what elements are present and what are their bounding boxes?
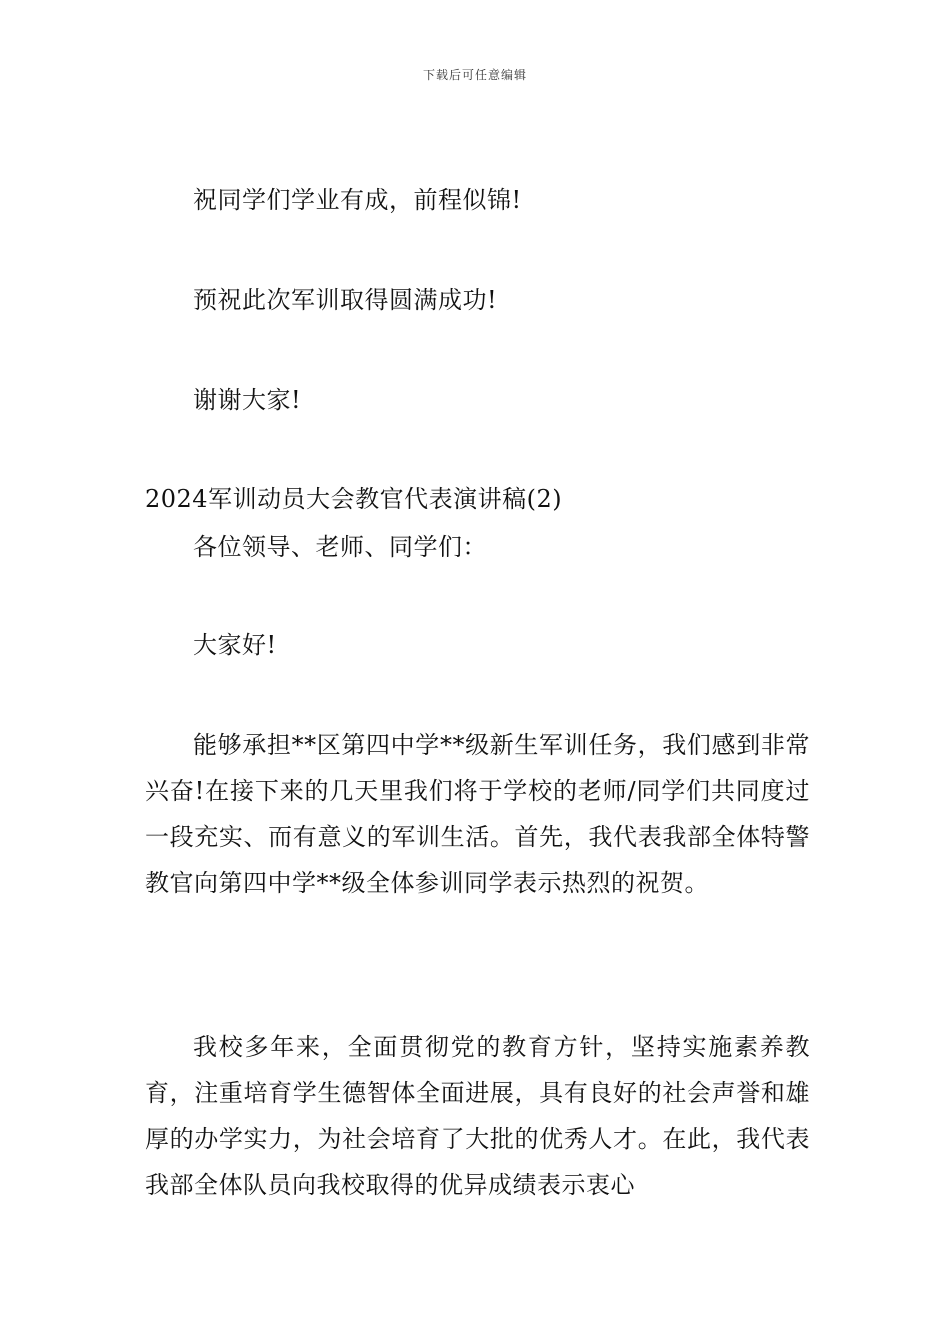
paragraph-intro: 能够承担**区第四中学**级新生军训任务，我们感到非常兴奋!在接下来的几天里我们将于学校的老师/同学们共同度过一段充实、而有意义的军训生活。首先，我代表我部全体特警教官向第四中学**级全体参训同学表示热烈的祝贺。 xyxy=(145,731,810,897)
section-title: 2024军训动员大会教官代表演讲稿(2) xyxy=(145,485,563,513)
paragraph-blessing: 祝同学们学业有成，前程似锦! xyxy=(193,186,522,214)
paragraph-thanks: 谢谢大家! xyxy=(193,386,302,414)
paragraph-greeting: 大家好! xyxy=(193,631,277,659)
page-header-note: 下载后可任意编辑 xyxy=(422,68,527,82)
paragraph-salutation: 各位领导、老师、同学们： xyxy=(193,533,487,561)
paragraph-wish: 预祝此次军训取得圆满成功! xyxy=(193,286,498,314)
paragraph-school: 我校多年来，全面贯彻党的教育方针，坚持实施素养教育，注重培育学生德智体全面进展，具有良好的社会声誉和雄厚的办学实力，为社会培育了大批的优秀人才。在此，我代表我部全体队员向我校取得的优异成绩表示衷心 xyxy=(145,1033,810,1199)
